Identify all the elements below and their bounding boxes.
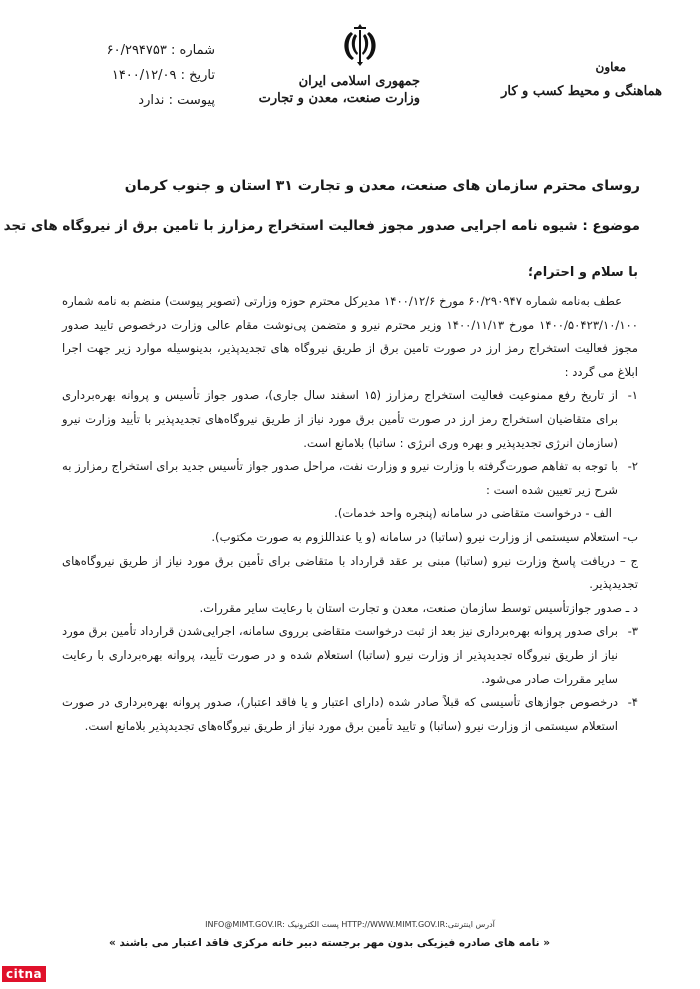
emblem-line-2: وزارت صنعت، معدن و تجارت [258,91,420,106]
item-number: ۴- [627,695,638,710]
sub-item-dal: د ـ صدور جوازتأسیس توسط سازمان صنعت، معدن و تجارت استان با رعایت سایر مقررات. [199,600,638,615]
iran-emblem-icon [340,22,380,68]
number-label: شماره : [171,43,215,58]
list-item-3 [62,620,638,691]
item-text: برای صدور پروانه بهره‌برداری نیز بعد از ثبت درخواست متقاضی برروی سامانه، اجرایی‌شدن قرارداد تأمین برق مورد نیاز از طریق نیروگاه تجدیدپذیر از وزارت نیرو (ساتبا) استعلام شده و در صورت تأیید، پروانه بهره‌برداری با رعایت سایر مقررات صادر می‌شود. [62,624,618,686]
number-value: ۶۰/۲۹۴۷۵۳ [106,43,167,58]
list-item-2 [62,455,638,502]
list-item-4 [62,691,638,738]
item-text: از تاریخ رفع ممنوعیت فعالیت استخراج رمزارز (۱۵ اسفند سال جاری)، صدور جواز تأسیس و پروانه بهره‌برداری برای متقاضیان استخراج رمز ارز در صورت تأمین برق مورد نیاز از طریق نیروگاه‌های تجدیدپذیر با تأیید وزارت نیرو (سازمان انرژی تجدیدپذیر و بهره وری انرژی : ساتبا) بلامانع است. [62,388,618,450]
item-number: ۲- [627,459,638,474]
deputy-line-1: معاون [595,60,626,74]
salutation: با سلام و احترام؛ [527,265,638,280]
attachment-value: ندارد [138,93,165,108]
item-number: ۳- [627,624,638,639]
letter-body [62,290,638,738]
recipient: روسای محترم سازمان های صنعت، معدن و تجارت ۳۱ استان و جنوب کرمان [124,178,640,194]
item-text: درخصوص جوازهای تأسیسی که قبلاً صادر شده (دارای اعتبار و یا فاقد اعتبار)، صدور پروانه بهره‌برداری در صورت استعلام سیستمی از وزارت نیرو (ساتبا) و تایید تأمین برق مورد نیاز از طریق نیروگاه‌های تجدیدپذیر بلامانع است. [62,695,618,733]
letter-date [50,63,215,88]
sub-item-alef: الف - درخواست متقاضی در سامانه (پنجره واحد خدمات). [334,506,612,521]
deputy-line-2: هماهنگی و محیط کسب و کار [501,84,662,99]
attachment-label: پیوست : [168,93,215,108]
footer-note: « نامه های صادره فیزیکی بدون مهر برجسته دبیر خانه مرکزی فاقد اعتبار می باشند » [109,937,550,949]
letter-meta [50,38,215,113]
citna-watermark-logo: citna [2,966,46,982]
subject: موضوع : شیوه نامه اجرایی صدور مجوز فعالیت استخراج رمزارز با تامین برق از نیروگاه های تجد [3,218,640,234]
list-item-1 [62,384,638,455]
ministry-emblem-block [258,22,420,106]
date-value: ۱۴۰۰/۱۲/۰۹ [111,68,177,83]
footer-address: آدرس اینترنتی:HTTP://WWW.MIMT.GOV.IR پست الکترونیک :INFO@MIMT.GOV.IR [205,920,495,929]
date-label: تاریخ : [180,68,215,83]
item-number: ۱- [627,388,638,403]
emblem-line-1: جمهوری اسلامی ایران [298,74,420,89]
intro-paragraph: عطف به‌نامه شماره ۶۰/۲۹۰۹۴۷ مورخ ۱۴۰۰/۱۲/۶ مدیرکل محترم حوزه وزارتی (تصویر پیوست) منضم به نامه شماره ۱۴۰۰/۵۰۴۲۳/۱۰/۱۰۰ مورخ ۱۴۰۰/۱۱/۱۳ وزیر محترم نیرو و متضمن پی‌نوشت مقام عالی وزارت درخصوص تایید صدور مجوز فعالیت استخراج رمز ارز در صورت تامین برق از طریق نیروگاه های تجدیدپذیر، بدینوسیله موارد زیر جهت اجرا ابلاغ می گردد : [62,294,639,379]
letter-attachment [50,88,215,113]
sub-item-jim: ج – دریافت پاسخ وزارت نیرو (ساتبا) مبنی بر عقد قرارداد با متقاضی برای تأمین برق مورد نیاز از طریق نیروگاه‌های تجدیدپذیر. [62,553,638,592]
sub-item-be: ب- استعلام سیستمی از وزارت نیرو (ساتبا) در سامانه (و یا عنداللزوم به صورت مکتوب). [211,529,638,544]
item-text: با توجه به تفاهم صورت‌گرفته با وزارت نیرو و وزارت نفت، مراحل صدور جواز تأسیس جدید برای استخراج رمزارز به شرح زیر تعیین شده است : [62,459,618,497]
deputy-title [492,60,662,99]
letter-number [50,38,215,63]
